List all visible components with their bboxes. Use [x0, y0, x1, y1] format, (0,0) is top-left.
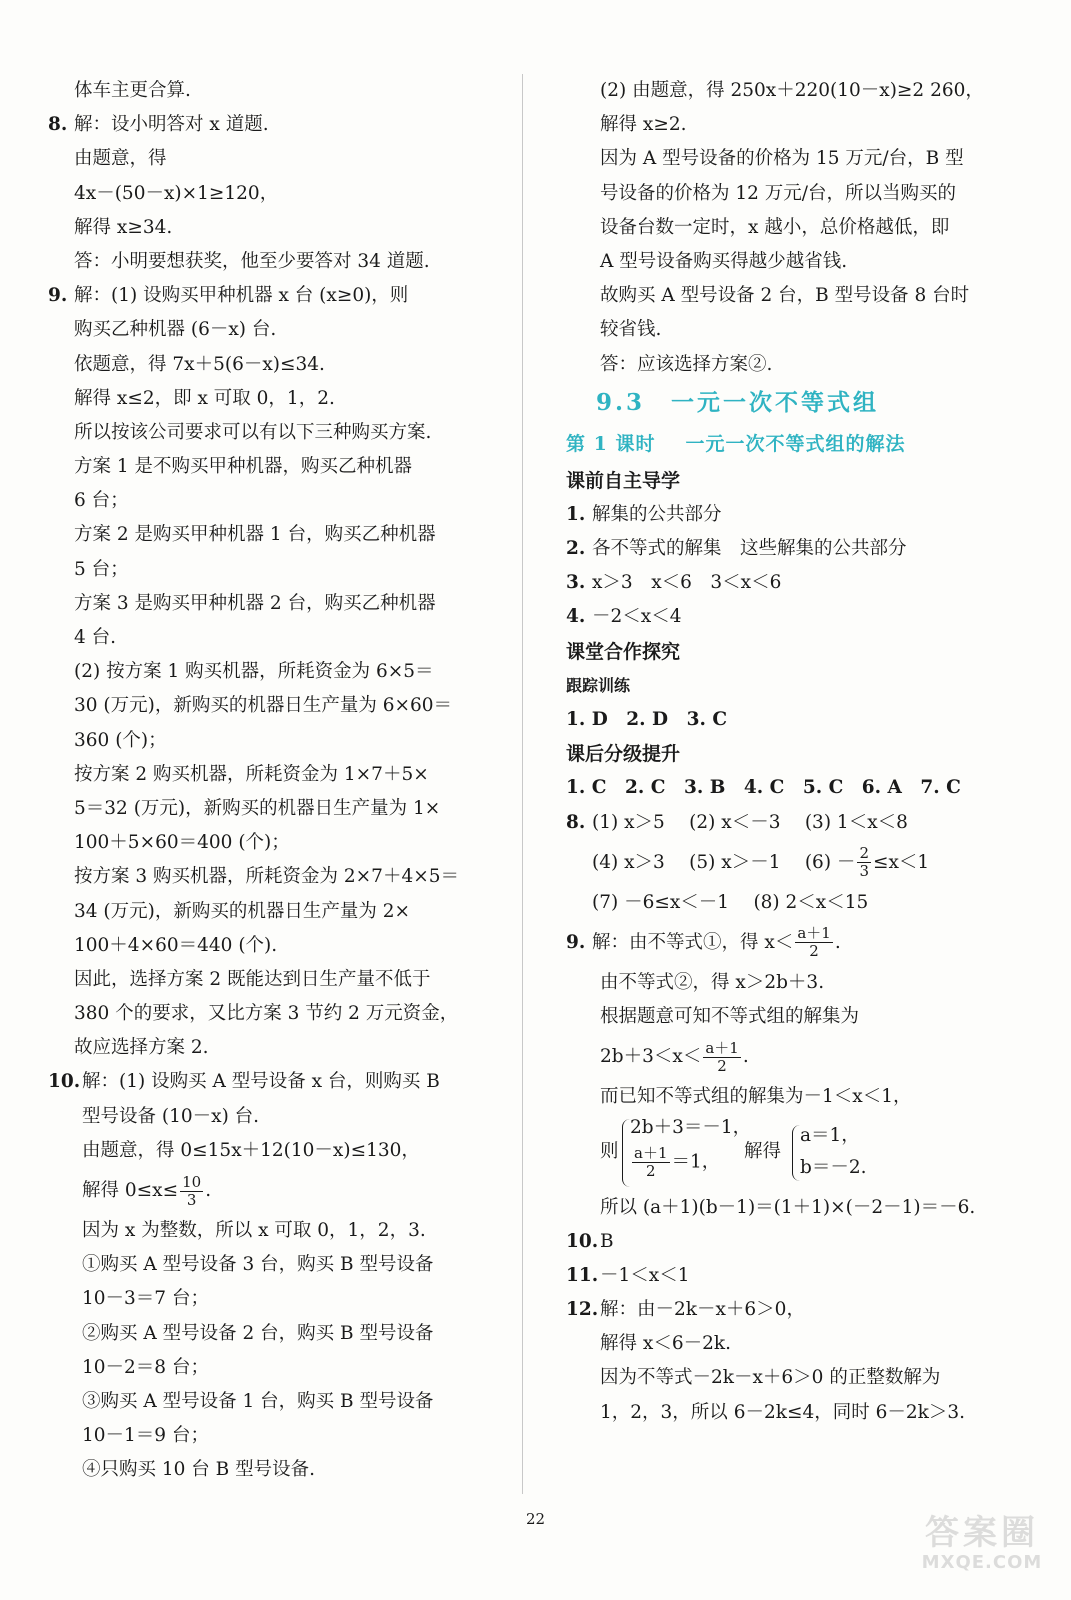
line-text: 解：由－2k－x＋6＞0，: [600, 1299, 805, 1321]
page-number: 22: [525, 1510, 546, 1528]
text-line: [566, 1293, 1022, 1327]
line-text: 解得 x≤2，即 x 可取 0，1，2.: [74, 387, 335, 409]
text-line: [48, 689, 504, 723]
item-number: 2.: [566, 538, 586, 560]
q9r-l1-post: .: [834, 931, 841, 953]
item-number: 10.: [566, 1230, 599, 1252]
q10-fraction: [180, 1174, 203, 1209]
text-line: [48, 587, 504, 621]
equation-system: [566, 1115, 1022, 1191]
q9r-frac2-den: 2: [717, 1056, 727, 1075]
lesson-number: 第 1 课时: [566, 432, 656, 455]
q8-line-2: [566, 840, 1022, 886]
right-column: [566, 74, 1022, 1430]
watermark-text: 答案圈: [925, 1513, 1039, 1553]
q9r-fraction-2: [703, 1040, 741, 1075]
line-text: －1＜x＜1: [600, 1264, 690, 1286]
column-divider: [522, 74, 523, 1494]
q8-text-3: (7) －6≤x＜－1 (8) 2＜x＜15: [592, 891, 869, 913]
q9r-fraction-1: [795, 925, 833, 960]
text-line: [48, 724, 504, 758]
line-text: 5 台；: [74, 558, 129, 580]
text-line: [48, 929, 504, 963]
q12-rest-line: 解得 x＜6－2k.: [600, 1333, 731, 1355]
line-text: 解得 x≥34.: [74, 216, 173, 238]
text-line: [48, 279, 504, 313]
q9r-l1-pre: 解：由不等式①，得 x＜: [592, 931, 794, 953]
solution-row-1: a＝1，: [800, 1124, 860, 1146]
right-top-line: A 型号设备购买得越少越省钱.: [600, 250, 848, 272]
line-text: 方案 2 是购买甲种机器 1 台，购买乙种机器: [74, 524, 436, 546]
line-text: 6 台；: [74, 490, 129, 512]
after-class-heading: 课后分级提升: [566, 743, 681, 766]
q12-rest-line: 1，2，3，所以 6－2k≤4，同时 6－2k＞3.: [600, 1401, 965, 1423]
q8-l2-pre: (4) x＞3 (5) x＞－1 (6) －: [592, 851, 856, 873]
text-line: [566, 1225, 1022, 1259]
q8-fraction: [857, 845, 871, 880]
tracking-practice-heading: 跟踪训练: [566, 675, 631, 695]
watermark-logo: [907, 1514, 1057, 1586]
line-text: 购买乙种机器 (6－x) 台.: [74, 319, 277, 341]
q9r-text-5: 而已知不等式组的解集为－1＜x＜1，: [600, 1086, 912, 1108]
text-line: [48, 963, 504, 997]
q10-rest: [48, 1214, 504, 1488]
line-text: B: [600, 1230, 614, 1252]
q9r-frac2-num: a＋1: [705, 1038, 739, 1057]
line-text: 100＋5×60＝400 (个)；: [74, 832, 290, 854]
q10-text-2: 型号设备 (10－x) 台.: [82, 1105, 260, 1127]
q8-frac-den: 3: [859, 862, 869, 881]
solution-row-2: b＝－2.: [800, 1156, 867, 1178]
text-line: [48, 792, 504, 826]
line-text: 360 (个)；: [74, 729, 167, 751]
item-number: 1.: [566, 503, 586, 525]
text-line: [48, 382, 504, 416]
line-text: 解：(1) 设购买甲种机器 x 台 (x≥0)，则: [74, 285, 409, 307]
system-row-2-post: ＝1，: [671, 1151, 721, 1172]
text-line: [48, 484, 504, 518]
right-top-line: 故购买 A 型号设备 2 台，B 型号设备 8 台时: [600, 285, 970, 307]
solve-label: 解得: [744, 1140, 782, 1162]
text-line: [48, 997, 504, 1031]
line-text: x＞3 x＜6 3＜x＜6: [592, 572, 782, 594]
text-line: [566, 498, 1022, 532]
tracking-answers: 1. D 2. D 3. C: [566, 709, 728, 730]
item-number: 12.: [566, 1299, 599, 1321]
system-row-2: [630, 1145, 720, 1180]
q8-frac-num: 2: [859, 844, 869, 863]
text-line: [48, 348, 504, 382]
text-line: [48, 655, 504, 689]
q9r-frac1-den: 2: [809, 942, 819, 961]
line-text: 因此，选择方案 2 既能达到日生产量不低于: [74, 968, 431, 990]
line-text: 体车主更合算.: [74, 80, 191, 101]
line-text: 故应选择方案 2.: [74, 1037, 209, 1059]
right-top-lines: [566, 74, 1022, 382]
text-line: [48, 450, 504, 484]
system-label: 则: [600, 1140, 619, 1162]
right-top-line: 号设备的价格为 12 万元/台，所以当购买的: [600, 182, 957, 204]
system-fraction: [632, 1145, 670, 1180]
lesson-name: 一元一次不等式组的解法: [685, 432, 906, 455]
line-text: 34 (万元)，新购买的机器日生产量为 2×: [74, 900, 411, 922]
q10-line-4: [48, 1168, 504, 1214]
text-line: [48, 758, 504, 792]
text-line: [566, 532, 1022, 566]
line-text: (2) 按方案 1 购买机器，所耗资金为 6×5＝: [74, 661, 434, 683]
text-line: [566, 566, 1022, 600]
text-line: [48, 826, 504, 860]
right-top-line: 答：应该选择方案②.: [600, 353, 773, 375]
q10-line-1: [48, 1065, 504, 1099]
text-line: [48, 142, 504, 176]
class-explore-heading: 课堂合作探究: [566, 640, 681, 663]
item-number: 4.: [566, 606, 586, 628]
q9r-line-4: [566, 1034, 1022, 1080]
watermark-url: MXQE.COM: [921, 1552, 1043, 1573]
line-text: 各不等式的解集 这些解集的公共部分: [592, 538, 907, 560]
item-number: 11.: [566, 1264, 599, 1286]
text-line: [48, 108, 504, 142]
q10-rest-line: ①购买 A 型号设备 3 台，购买 B 型号设备: [82, 1254, 434, 1276]
q12-rest: [566, 1327, 1022, 1430]
line-text: 380 个的要求，又比方案 3 节约 2 万元资金，: [74, 1003, 459, 1025]
right-top-line: 因为 A 型号设备的价格为 15 万元/台，B 型: [600, 148, 964, 170]
q10-frac-num: 10: [182, 1172, 202, 1191]
line-text: 5＝32 (万元)，新购买的机器日生产量为 1×: [74, 797, 441, 819]
q10-frac-den: 3: [186, 1190, 197, 1209]
line-text: 4 台.: [74, 627, 117, 648]
final-answers: [566, 1225, 1022, 1328]
q10-rest-line: ④只购买 10 台 B 型号设备.: [82, 1459, 316, 1481]
text-line: [48, 74, 504, 108]
text-line: [48, 245, 504, 279]
text-line: [48, 211, 504, 245]
q10-number: 10.: [48, 1071, 81, 1093]
text-line: [48, 553, 504, 587]
right-top-line: 设备台数一定时，x 越小，总价格越低，即: [600, 216, 950, 238]
q9r-l4-post: .: [742, 1046, 749, 1068]
system-frac-den: 2: [645, 1161, 656, 1180]
line-text: －2＜x＜4: [592, 606, 682, 628]
q9r-frac1-num: a＋1: [797, 924, 831, 943]
right-top-line: 较省钱.: [600, 319, 662, 341]
text-line: [48, 1031, 504, 1065]
q10-rest-line: ③购买 A 型号设备 1 台，购买 B 型号设备: [82, 1390, 434, 1412]
line-text: 30 (万元)，新购买的机器日生产量为 6×60＝: [74, 695, 453, 717]
line-text: 100＋4×60＝440 (个).: [74, 934, 278, 956]
system-row-1: 2b＋3＝－1，: [630, 1116, 752, 1138]
text-line: [48, 416, 504, 450]
q9r-number: 9.: [566, 931, 586, 953]
q8-text-1: (1) x＞5 (2) x＜－3 (3) 1＜x＜8: [592, 811, 908, 833]
lesson-title: [566, 424, 1022, 464]
line-text: 由题意，得: [74, 148, 167, 170]
q10-text-1: 解：(1) 设购买 A 型号设备 x 台，则购买 B: [82, 1071, 440, 1093]
pre-study-heading: 课前自主导学: [566, 469, 681, 492]
q10-rest-line: 10－3＝7 台；: [82, 1288, 209, 1310]
q10-l4-post: .: [205, 1180, 212, 1201]
text-line: [48, 621, 504, 655]
line-text: 方案 1 是不购买甲种机器，购买乙种机器: [74, 456, 413, 478]
pre-study-items: [566, 498, 1022, 635]
item-number: 3.: [566, 572, 586, 594]
left-lines: [48, 74, 504, 1065]
q10-text-3: 由题意，得 0≤15x＋12(10－x)≤130，: [82, 1139, 420, 1161]
text-line: [48, 518, 504, 552]
item-number: 8.: [48, 114, 68, 136]
q8-l2-post: ≤x＜1: [872, 851, 930, 873]
after-class-answers-1-7: 1. C 2. C 3. B 4. C 5. C 6. A 7. C: [566, 777, 961, 799]
q10-rest-line: 因为 x 为整数，所以 x 可取 0，1，2，3.: [82, 1220, 426, 1241]
line-text: 按方案 3 购买机器，所耗资金为 2×7＋4×5＝: [74, 866, 459, 888]
line-text: 依题意，得 7x＋5(6－x)≤34.: [74, 353, 325, 375]
line-text: 解集的公共部分: [592, 503, 722, 525]
text-line: [566, 1259, 1022, 1293]
q8-number: 8.: [566, 811, 586, 833]
q9r-text-2: 由不等式②，得 x＞2b＋3.: [600, 971, 825, 993]
line-text: 所以按该公司要求可以有以下三种购买方案.: [74, 421, 432, 443]
system-frac-num: a＋1: [634, 1143, 668, 1162]
line-text: 按方案 2 购买机器，所耗资金为 1×7＋5×: [74, 763, 429, 785]
line-text: 4x－(50－x)×1≥120，: [74, 182, 279, 204]
right-top-line: 解得 x≥2.: [600, 114, 687, 136]
q8-line-1: [566, 806, 1022, 840]
left-column: [48, 74, 504, 1488]
text-line: [48, 895, 504, 929]
item-number: 9.: [48, 285, 68, 307]
text-line: [48, 313, 504, 347]
text-line: [48, 860, 504, 894]
q12-rest-line: 因为不等式－2k－x＋6＞0 的正整数解为: [600, 1367, 941, 1389]
line-text: 解：设小明答对 x 道题.: [74, 114, 269, 136]
q9r-text-3: 根据题意可知不等式组的解集为: [600, 1006, 860, 1028]
line-text: 方案 3 是购买甲种机器 2 台，购买乙种机器: [74, 592, 436, 614]
q10-rest-line: 10－1＝9 台；: [82, 1425, 209, 1447]
q9r-text-6: 所以 (a＋1)(b－1)＝(1＋1)×(－2－1)＝－6.: [600, 1196, 976, 1218]
text-line: [566, 600, 1022, 634]
text-line: [48, 177, 504, 211]
q9r-line-1: [566, 920, 1022, 966]
q9r-l4-pre: 2b＋3＜x＜: [600, 1046, 702, 1068]
q10-l4-pre: 解得 0≤x≤: [82, 1180, 179, 1201]
q10-rest-line: ②购买 A 型号设备 2 台，购买 B 型号设备: [82, 1322, 434, 1344]
right-top-line: (2) 由题意，得 250x＋220(10－x)≥2 260，: [600, 80, 984, 101]
section-title: 9.3 一元一次不等式组: [596, 388, 880, 416]
q10-rest-line: 10－2＝8 台；: [82, 1356, 209, 1378]
line-text: 答：小明要想获奖，他至少要答对 34 道题.: [74, 250, 430, 272]
